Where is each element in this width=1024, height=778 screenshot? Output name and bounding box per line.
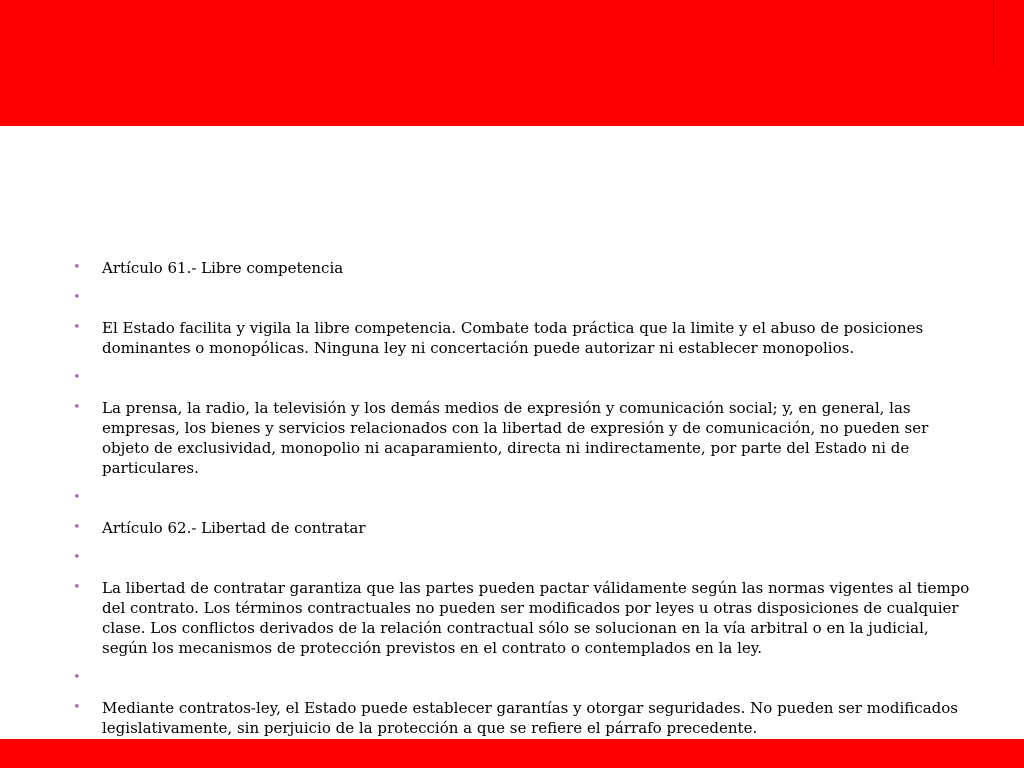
bullet-icon: • [73,320,81,335]
list-item [70,578,970,658]
paragraph-text: Mediante contratos-ley, el Estado puede establecer garantías y otorgar seguridades. No pueden ser modificados legislativamente, sin perjuicio de la protección a que se refiere el párrafo precedente. [102,699,958,737]
list-item [70,318,970,358]
bullet-icon: • [73,700,81,715]
list-item [70,368,970,388]
bullet-icon: • [73,580,81,595]
top-red-band [0,0,1024,126]
paragraph-text: Artículo 61.- Libre competencia [102,259,344,277]
bullet-icon: • [73,370,81,385]
list-item [70,668,970,688]
bottom-red-band [0,739,1024,768]
list-item [70,518,970,538]
bullet-icon: • [73,400,81,415]
bullet-icon: • [73,520,81,535]
bullet-list [70,258,970,778]
list-item [70,698,970,738]
top-band-divider [993,0,994,66]
bullet-icon: • [73,490,81,505]
bullet-icon: • [73,670,81,685]
list-item [70,548,970,568]
bullet-icon: • [73,260,81,275]
paragraph-text: La libertad de contratar garantiza que las partes pueden pactar válidamente según las normas vigentes al tiempo del contrato. Los términos contractuales no pueden ser modificados por leyes u otras disposiciones de cualquier clase. Los conflictos derivados de la relación contractual sólo se solucionan en la vía arbitral o en la judicial, según los mecanismos de protección previstos en el contrato o contemplados en la ley. [102,579,970,657]
bullet-icon: • [73,550,81,565]
paragraph-text: La prensa, la radio, la televisión y los demás medios de expresión y comunicación social; y, en general, las empresas, los bienes y servicios relacionados con la libertad de expresión y de comunicación, no pueden ser objeto de exclusividad, monopolio ni acaparamiento, directa ni indirectamente, por parte del Estado ni de particulares. [102,399,929,477]
paragraph-text: Artículo 62.- Libertad de contratar [102,519,366,537]
paragraph-text: El Estado facilita y vigila la libre competencia. Combate toda práctica que la limite y el abuso de posiciones dominantes o monopólicas. Ninguna ley ni concertación puede autorizar ni establecer monopolios. [102,319,924,357]
list-item [70,488,970,508]
list-item [70,288,970,308]
list-item [70,258,970,278]
bullet-icon: • [73,290,81,305]
list-item [70,398,970,478]
